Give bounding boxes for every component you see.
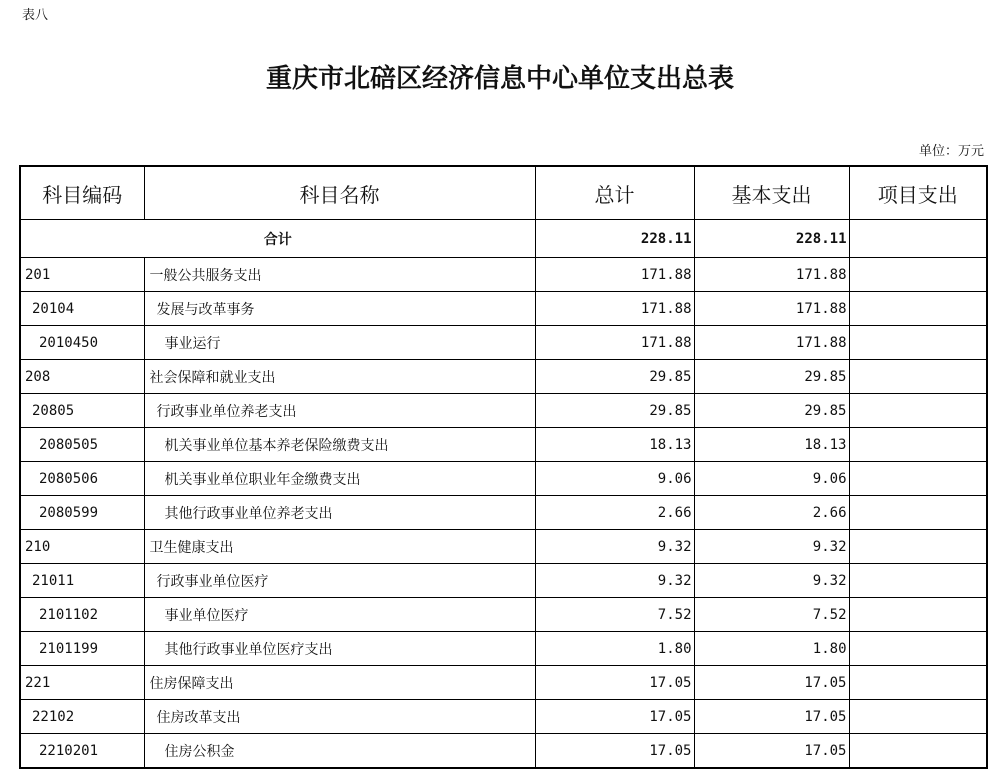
unit-label: 单位：万元 <box>918 144 984 159</box>
row-code: 2101199 <box>20 632 144 666</box>
row-project <box>849 598 987 632</box>
total-basic: 228.11 <box>694 220 849 258</box>
page-title: 重庆市北碚区经济信息中心单位支出总表 <box>265 64 734 94</box>
row-total: 171.88 <box>535 326 694 360</box>
row-project <box>849 734 987 769</box>
table-header-row <box>20 166 987 220</box>
row-project <box>849 666 987 700</box>
row-name: 发展与改革事务 <box>144 292 535 326</box>
row-code: 2080506 <box>20 462 144 496</box>
total-amount: 228.11 <box>535 220 694 258</box>
row-code: 210 <box>20 530 144 564</box>
row-name: 事业运行 <box>144 326 535 360</box>
row-total: 9.32 <box>535 530 694 564</box>
row-code: 221 <box>20 666 144 700</box>
row-basic: 171.88 <box>694 258 849 292</box>
row-basic: 29.85 <box>694 394 849 428</box>
total-label: 合计 <box>20 220 535 258</box>
total-project <box>849 220 987 258</box>
row-name: 行政事业单位医疗 <box>144 564 535 598</box>
table-row <box>20 598 987 632</box>
row-name: 其他行政事业单位养老支出 <box>144 496 535 530</box>
row-total: 18.13 <box>535 428 694 462</box>
table-row <box>20 734 987 769</box>
row-basic: 17.05 <box>694 666 849 700</box>
table-row <box>20 530 987 564</box>
table-row <box>20 564 987 598</box>
row-project <box>849 360 987 394</box>
row-code: 20104 <box>20 292 144 326</box>
row-code: 2101102 <box>20 598 144 632</box>
table-row <box>20 496 987 530</box>
row-total: 17.05 <box>535 666 694 700</box>
header-code: 科目编码 <box>20 166 144 220</box>
row-basic: 17.05 <box>694 700 849 734</box>
row-name: 社会保障和就业支出 <box>144 360 535 394</box>
row-project <box>849 496 987 530</box>
row-total: 9.32 <box>535 564 694 598</box>
row-total: 29.85 <box>535 360 694 394</box>
row-code: 22102 <box>20 700 144 734</box>
row-basic: 171.88 <box>694 292 849 326</box>
row-total: 17.05 <box>535 700 694 734</box>
row-code: 21011 <box>20 564 144 598</box>
table-row <box>20 700 987 734</box>
row-basic: 29.85 <box>694 360 849 394</box>
row-code: 2080599 <box>20 496 144 530</box>
row-basic: 171.88 <box>694 326 849 360</box>
row-total: 171.88 <box>535 258 694 292</box>
header-project: 项目支出 <box>849 166 987 220</box>
row-name: 住房改革支出 <box>144 700 535 734</box>
row-basic: 9.06 <box>694 462 849 496</box>
row-name: 住房保障支出 <box>144 666 535 700</box>
row-code: 2010450 <box>20 326 144 360</box>
row-project <box>849 394 987 428</box>
row-code: 201 <box>20 258 144 292</box>
table-row <box>20 632 987 666</box>
row-basic: 7.52 <box>694 598 849 632</box>
row-name: 行政事业单位养老支出 <box>144 394 535 428</box>
table-row <box>20 258 987 292</box>
row-basic: 2.66 <box>694 496 849 530</box>
row-name: 一般公共服务支出 <box>144 258 535 292</box>
row-name: 机关事业单位基本养老保险缴费支出 <box>144 428 535 462</box>
table-row <box>20 462 987 496</box>
table-row <box>20 292 987 326</box>
row-code: 208 <box>20 360 144 394</box>
row-project <box>849 700 987 734</box>
row-project <box>849 462 987 496</box>
row-total: 9.06 <box>535 462 694 496</box>
row-basic: 9.32 <box>694 530 849 564</box>
total-row <box>20 220 987 258</box>
table-row <box>20 394 987 428</box>
row-name: 卫生健康支出 <box>144 530 535 564</box>
row-code: 2080505 <box>20 428 144 462</box>
row-code: 2210201 <box>20 734 144 769</box>
row-name: 机关事业单位职业年金缴费支出 <box>144 462 535 496</box>
row-basic: 1.80 <box>694 632 849 666</box>
row-name: 住房公积金 <box>144 734 535 769</box>
row-basic: 18.13 <box>694 428 849 462</box>
row-name: 事业单位医疗 <box>144 598 535 632</box>
row-project <box>849 564 987 598</box>
row-project <box>849 292 987 326</box>
row-total: 171.88 <box>535 292 694 326</box>
row-project <box>849 428 987 462</box>
row-total: 7.52 <box>535 598 694 632</box>
expenditure-table <box>19 165 988 769</box>
table-row <box>20 326 987 360</box>
row-project <box>849 530 987 564</box>
row-code: 20805 <box>20 394 144 428</box>
row-project <box>849 632 987 666</box>
row-name: 其他行政事业单位医疗支出 <box>144 632 535 666</box>
row-total: 17.05 <box>535 734 694 769</box>
header-basic: 基本支出 <box>694 166 849 220</box>
table-number-label: 表八 <box>22 8 49 23</box>
row-total: 29.85 <box>535 394 694 428</box>
row-project <box>849 326 987 360</box>
row-basic: 9.32 <box>694 564 849 598</box>
row-basic: 17.05 <box>694 734 849 769</box>
row-total: 2.66 <box>535 496 694 530</box>
table-row <box>20 360 987 394</box>
header-total: 总计 <box>535 166 694 220</box>
header-name: 科目名称 <box>144 166 535 220</box>
row-project <box>849 258 987 292</box>
row-total: 1.80 <box>535 632 694 666</box>
table-row <box>20 666 987 700</box>
table-row <box>20 428 987 462</box>
